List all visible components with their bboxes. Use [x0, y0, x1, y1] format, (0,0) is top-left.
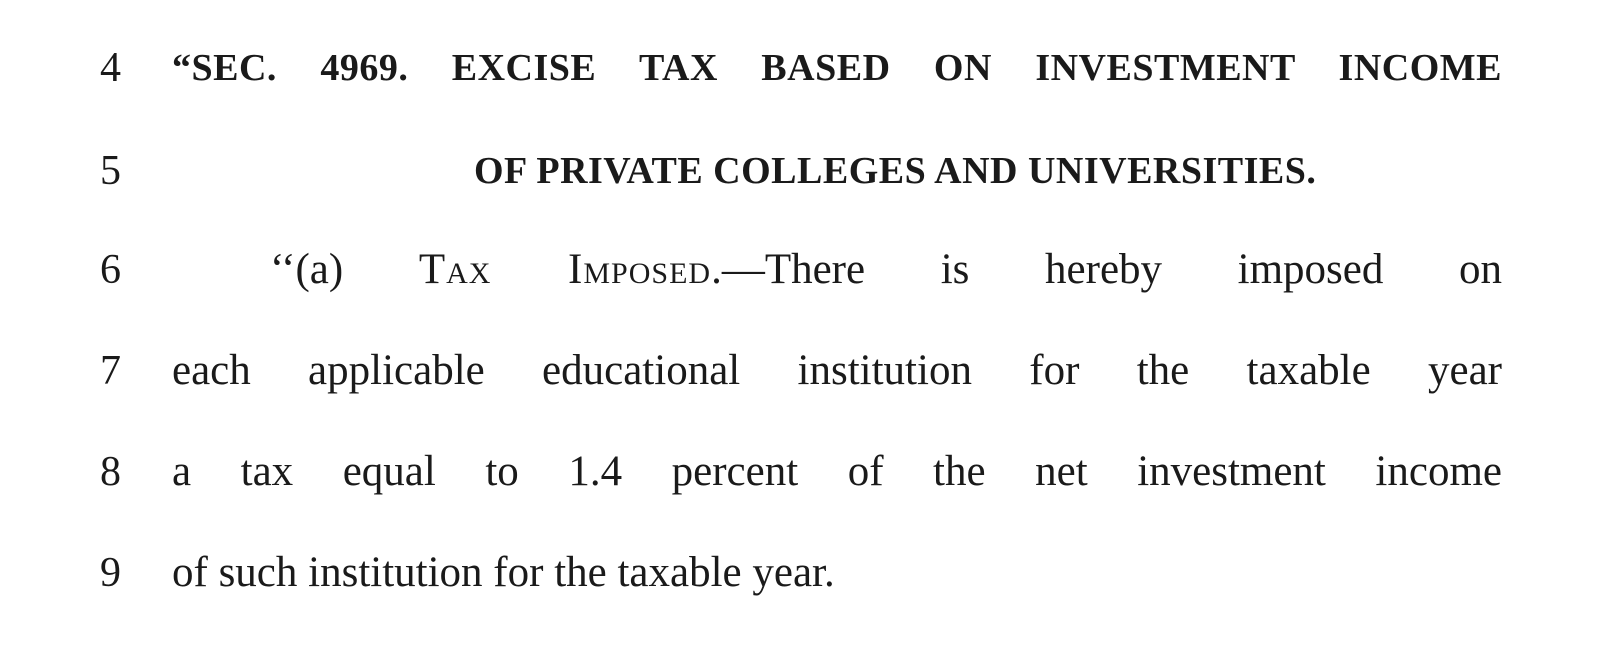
line-number: 7 [100, 348, 121, 394]
subsection-heading: Tax Imposed [418, 246, 712, 293]
line-number: 4 [100, 45, 121, 91]
subsection-prefix: ‘‘(a) [270, 246, 419, 293]
line-number: 5 [100, 148, 121, 194]
body-text: of such institution for the taxable year. [172, 549, 835, 596]
line-6 [0, 235, 1600, 305]
line-9 [0, 538, 1600, 608]
line-5 [0, 136, 1600, 206]
line-7 [0, 336, 1600, 406]
subsection-a-text [270, 235, 1502, 305]
line-4 [0, 33, 1600, 103]
line-8 [0, 437, 1600, 507]
subsection-body: .—There is hereby imposed on [711, 246, 1502, 293]
line-number: 6 [100, 247, 121, 293]
section-heading: “SEC. 4969. EXCISE TAX BASED ON INVESTMENT INCOME [172, 47, 1502, 89]
section-heading-continued: OF PRIVATE COLLEGES AND UNIVERSITIES. [474, 150, 1317, 192]
line-number: 9 [100, 550, 121, 596]
body-text: each applicable educational institution for the taxable year [172, 347, 1502, 394]
body-text: a tax equal to 1.4 percent of the net investment income [172, 448, 1502, 495]
line-number: 8 [100, 449, 121, 495]
